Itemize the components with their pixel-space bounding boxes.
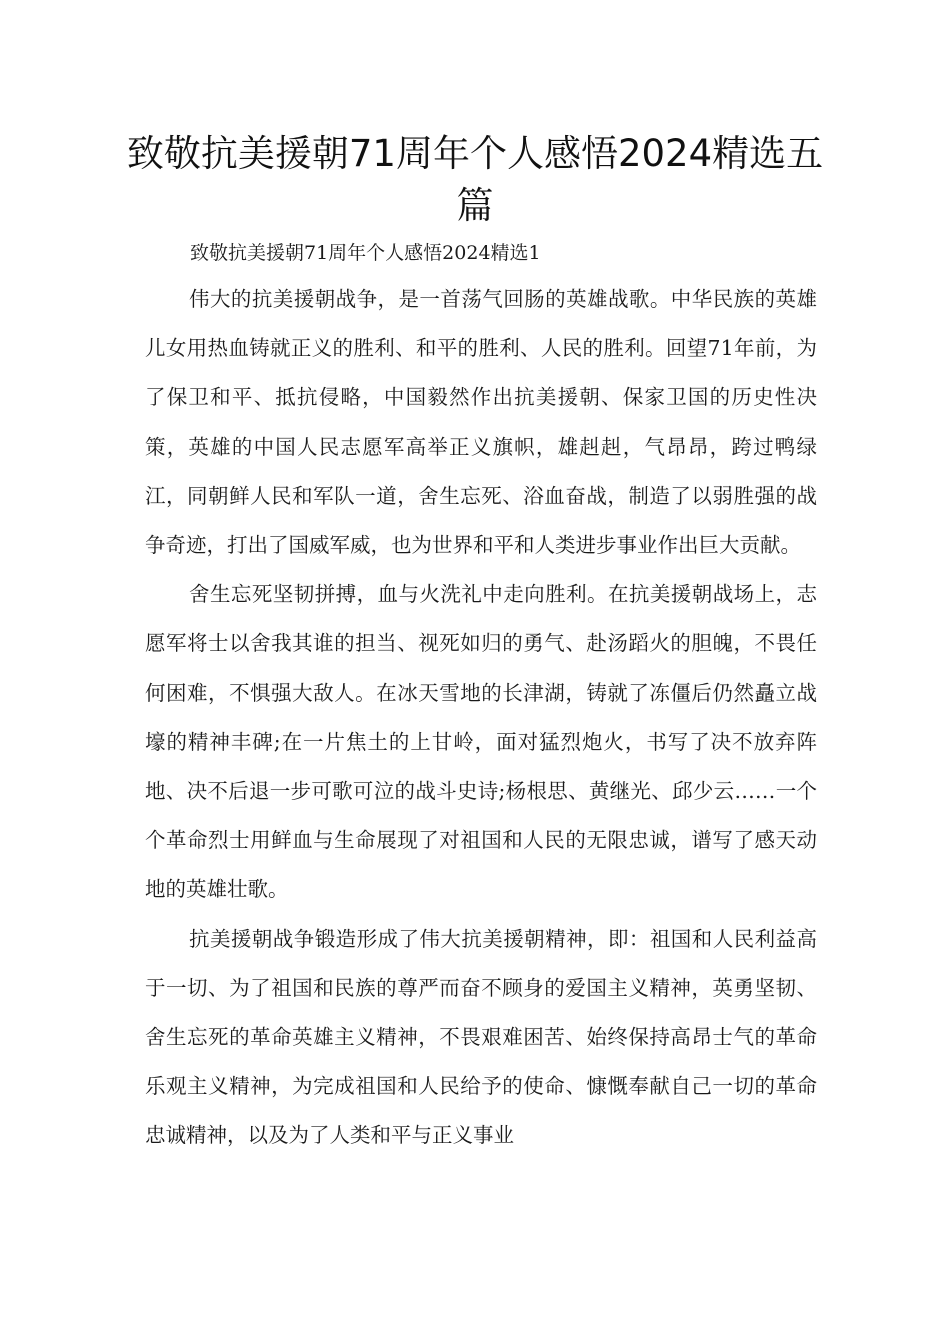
section-heading: 致敬抗美援朝71周年个人感悟2024精选1 — [190, 242, 541, 264]
body-paragraph: 舍生忘死坚韧拼搏，血与火洗礼中走向胜利。在抗美援朝战场上，志愿军将士以舍我其谁的担当、视死如归的勇气、赴汤蹈火的胆魄，不畏任何困难，不惧强大敌人。在冰天雪地的长津湖，铸就了冻僵后仍然矗立战壕的精神丰碑;在一片焦土的上甘岭，面对猛烈炮火，书写了决不放弃阵地、决不后退一步可歌可泣的战斗史诗;杨根思、黄继光、邱少云……一个个革命烈士用鲜血与生命展现了对祖国和人民的无限忠诚，谱写了感天动地的英雄壮歌。 — [145, 582, 817, 902]
document-title: 致敬抗美援朝71周年个人感悟2024精选五篇 — [126, 132, 824, 227]
body-paragraph: 抗美援朝战争锻造形成了伟大抗美援朝精神，即：祖国和人民利益高于一切、为了祖国和民族的尊严而奋不顾身的爱国主义精神，英勇坚韧、舍生忘死的革命英雄主义精神，不畏艰难困苦、始终保持高昂士气的革命乐观主义精神，为完成祖国和人民给予的使命、慷慨奉献自己一切的革命忠诚精神，以及为了人类和平与正义事业 — [145, 926, 817, 1148]
document-body — [145, 275, 817, 1161]
body-paragraph: 伟大的抗美援朝战争，是一首荡气回肠的英雄战歌。中华民族的英雄儿女用热血铸就正义的胜利、和平的胜利、人民的胜利。回望71年前，为了保卫和平、抵抗侵略，中国毅然作出抗美援朝、保家卫国的历史性决策，英雄的中国人民志愿军高举正义旗帜，雄赳赳，气昂昂，跨过鸭绿江，同朝鲜人民和军队一道，舍生忘死、浴血奋战，制造了以弱胜强的战争奇迹，打出了国威军威，也为世界和平和人类进步事业作出巨大贡献。 — [145, 287, 817, 558]
